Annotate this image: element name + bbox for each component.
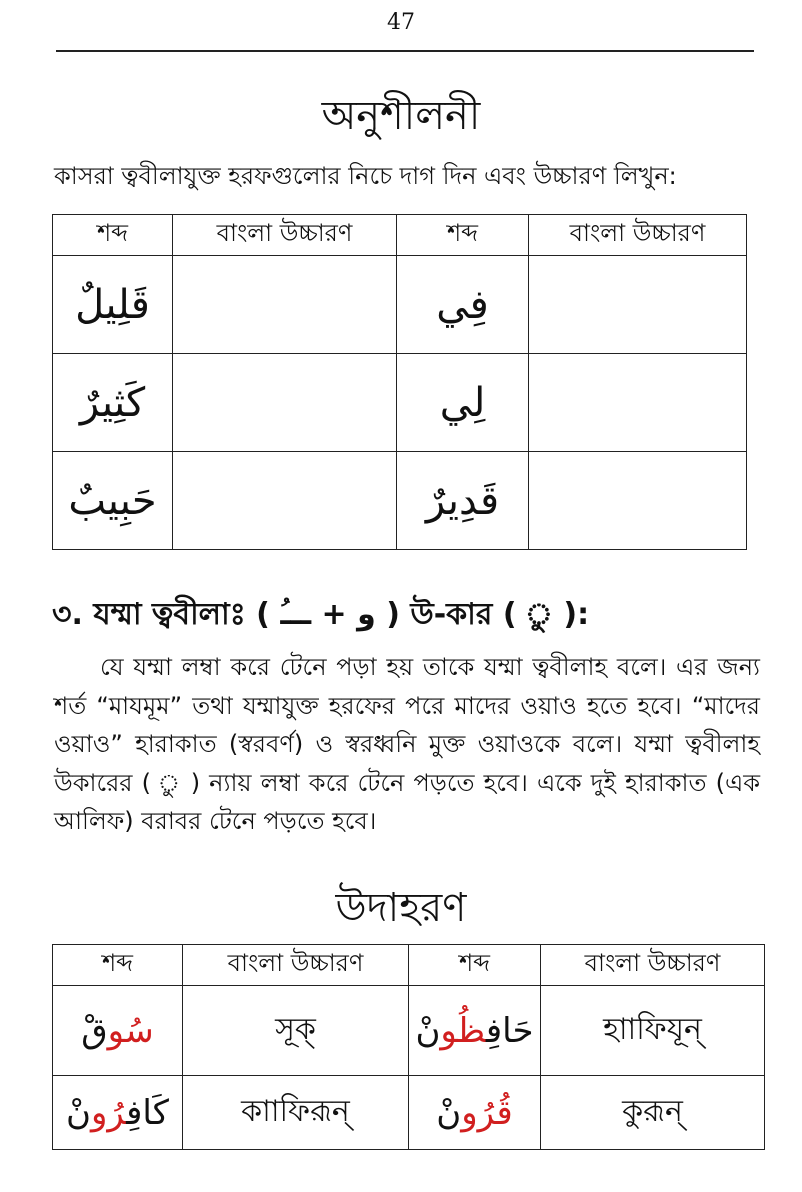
pronunciation-cell[interactable] — [173, 256, 397, 354]
example-table — [52, 944, 765, 1150]
arabic-word-cell — [53, 1076, 183, 1150]
exercise-table — [52, 214, 747, 550]
table-row — [53, 256, 747, 354]
arabic-word-prefix: كَافِ — [126, 1092, 169, 1133]
column-header-pronunciation: বাংলা উচ্চারণ — [183, 945, 409, 986]
arabic-word-cell: فِي — [397, 256, 529, 354]
arabic-word-prefix: حَافِ — [485, 1010, 534, 1051]
pronunciation-cell: হাাফিযূন্ — [541, 986, 765, 1076]
pronunciation-cell: সূক্ — [183, 986, 409, 1076]
arabic-word-suffix: نْ — [415, 1010, 441, 1051]
column-header-pronunciation: বাংলা উচ্চারণ — [529, 215, 747, 256]
example-table-header-row — [53, 945, 765, 986]
pronunciation-cell: কুরূন্ — [541, 1076, 765, 1150]
arabic-word-cell — [409, 986, 541, 1076]
pronunciation-cell[interactable] — [173, 452, 397, 550]
arabic-word-cell: قَلِيلٌ — [53, 256, 173, 354]
arabic-word-cell: لِي — [397, 354, 529, 452]
table-row — [53, 452, 747, 550]
arabic-word-highlight: سُو — [107, 1010, 154, 1051]
column-header-word: শব্দ — [409, 945, 541, 986]
pronunciation-cell[interactable] — [173, 354, 397, 452]
example-title: উদাহরণ — [335, 885, 467, 931]
pronunciation-cell[interactable] — [529, 354, 747, 452]
arabic-word-highlight: قُرُو — [461, 1092, 513, 1133]
column-header-word: শব্দ — [53, 945, 183, 986]
table-row — [53, 1076, 765, 1150]
table-row — [53, 986, 765, 1076]
column-header-word: শব্দ — [397, 215, 529, 256]
arabic-word-cell: حَبِيبٌ — [53, 452, 173, 550]
page-title: অনুশীলনী — [321, 93, 481, 139]
pronunciation-cell[interactable] — [529, 452, 747, 550]
column-header-pronunciation: বাংলা উচ্চারণ — [173, 215, 397, 256]
arabic-word-cell — [409, 1076, 541, 1150]
arabic-word-cell: قَدِيرٌ — [397, 452, 529, 550]
header-rule — [56, 50, 754, 52]
arabic-word-highlight: رُو — [90, 1092, 127, 1133]
pronunciation-cell: কাাফিরূন্ — [183, 1076, 409, 1150]
exercise-table-header-row — [53, 215, 747, 256]
section-paragraph: যে যম্মা লম্বা করে টেনে পড়া হয় তাকে যম্মা ত্ববীলাহ বলে। এর জন্য শর্ত “মাযমূম” তথা যম্মাযুক্ত হরফের পরে মাদের ওয়াও হতে হবে। “মাদের ওয়াও” হারাকাত (স্বরবর্ণ) ও স্বরধ্বনি মুক্ত ওয়াওকে বলে। যম্মা ত্ববীলাহ উকারের ( ু ) ন্যায় লম্বা করে টেনে পড়তে হবে। একে দুই হারাকাত (এক আলিফ) বরাবর টেনে পড়তে হবে। — [54, 653, 760, 835]
arabic-word-cell: كَثِيرٌ — [53, 354, 173, 452]
page-number: 47 — [387, 10, 415, 35]
section-title: ৩. যম্মা ত্ববীলাঃ ( و + ـــُ ) উ-কার ( ু ): — [52, 597, 590, 632]
arabic-word-suffix: قْ — [81, 1010, 108, 1051]
arabic-word-suffix: نْ — [436, 1092, 462, 1133]
arabic-word-suffix: نْ — [66, 1092, 91, 1133]
instruction-text: কাসরা ত্ববীলাযুক্ত হরফগুলোর নিচে দাগ দিন এবং উচ্চারণ লিখুন: — [54, 162, 677, 190]
column-header-pronunciation: বাংলা উচ্চারণ — [541, 945, 765, 986]
column-header-word: শব্দ — [53, 215, 173, 256]
pronunciation-cell[interactable] — [529, 256, 747, 354]
table-row — [53, 354, 747, 452]
arabic-word-cell — [53, 986, 183, 1076]
arabic-word-highlight: ظُو — [440, 1010, 486, 1051]
